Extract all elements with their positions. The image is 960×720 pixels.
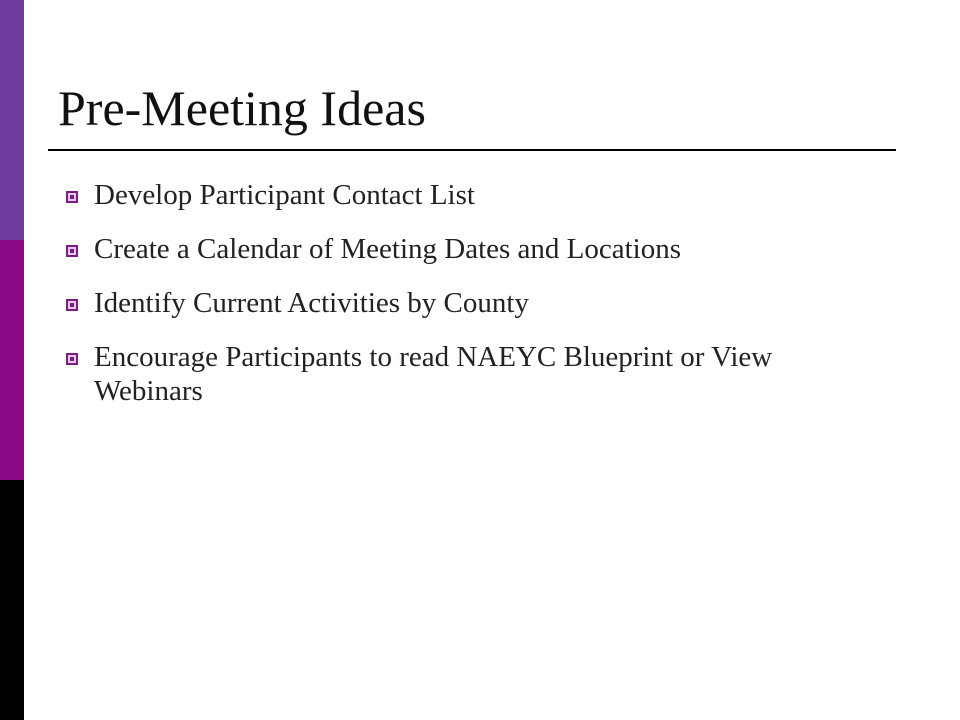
sidebar-accent-bottom [0, 480, 24, 720]
bullet-item-2 [64, 232, 884, 266]
bullet-list [64, 178, 884, 428]
title-underline [48, 149, 896, 151]
bullet-item-1 [64, 178, 884, 212]
bullet-text: Encourage Participants to read NAEYC Blueprint or View Webinars [94, 341, 773, 407]
slide-title: Pre-Meeting Ideas [58, 80, 426, 136]
square-bullet-icon [66, 191, 78, 203]
sidebar-accent-middle [0, 240, 24, 480]
bullet-text: Identify Current Activities by County [94, 287, 529, 319]
bullet-text: Create a Calendar of Meeting Dates and Locations [94, 233, 682, 265]
bullet-item-3 [64, 286, 884, 320]
square-bullet-icon [66, 353, 78, 365]
sidebar-accent-top [0, 0, 24, 240]
bullet-text: Develop Participant Contact List [94, 179, 475, 211]
bullet-item-4 [64, 340, 884, 408]
square-bullet-icon [66, 299, 78, 311]
square-bullet-icon [66, 245, 78, 257]
